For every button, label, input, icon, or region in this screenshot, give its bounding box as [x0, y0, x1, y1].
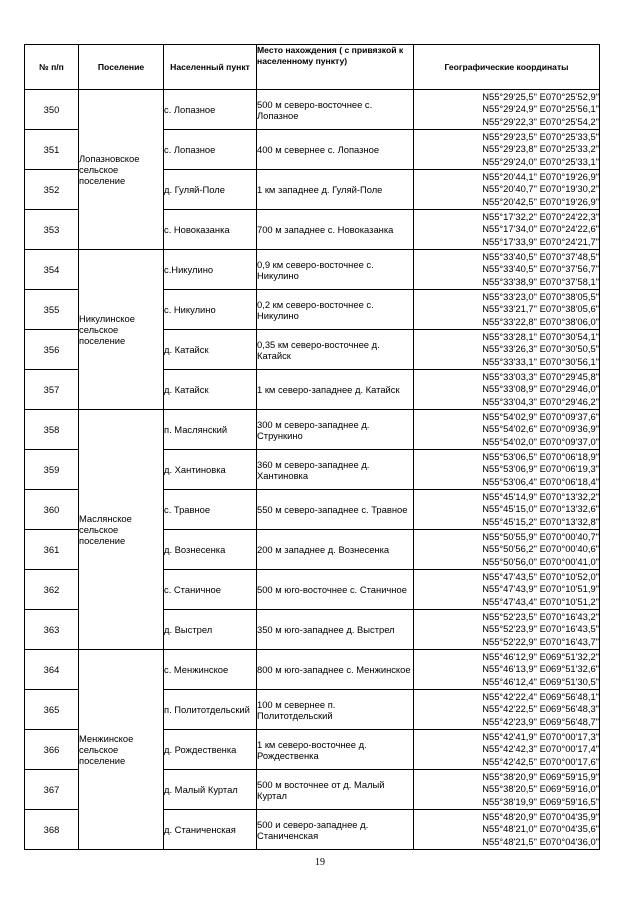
row-number: 360: [25, 490, 79, 530]
coordinate-line: N55°29'23,5" E070°25'33,5": [482, 131, 599, 143]
table-row: [25, 650, 600, 690]
location-cell: 550 м северо-западнее с. Травное: [257, 490, 414, 530]
row-number: 350: [25, 90, 79, 130]
place-cell: с. Станичное: [164, 570, 257, 610]
coordinate-line: N55°20'40,7" E070°19'30,2": [482, 183, 599, 195]
header-coords: Географические координаты: [414, 45, 600, 90]
coordinate-line: N55°53'06,4" E070°06'18,4": [482, 475, 599, 487]
coordinates-cell: [414, 330, 600, 370]
place-cell: д. Вознесенка: [164, 530, 257, 570]
coordinate-line: N55°33'40,5" E070°37'56,7": [482, 263, 599, 275]
coordinate-line: N55°29'24,0" E070°25'33,1": [482, 155, 599, 167]
coordinate-line: N55°33'38,9" E070°37'58,1": [482, 275, 599, 287]
place-cell: с. Лопазное: [164, 130, 257, 170]
row-number: 361: [25, 530, 79, 570]
coordinate-line: N55°17'33,9" E070°24'21,7": [482, 235, 599, 247]
row-number: 355: [25, 290, 79, 330]
coordinate-line: N55°42'42,3" E070°00'17,4": [482, 743, 599, 755]
coordinate-line: N55°29'22,3" E070°25'54,2": [482, 115, 599, 127]
table-row: [25, 90, 600, 130]
location-cell: 400 м севернее с. Лопазное: [257, 130, 414, 170]
coordinates-cell: [414, 770, 600, 810]
place-cell: д. Малый Куртал: [164, 770, 257, 810]
coordinate-line: N55°54'02,0" E070°09'37,0": [482, 435, 599, 447]
location-cell: 500 м северо-восточнее с. Лопазное: [257, 90, 414, 130]
coordinates-cell: [414, 650, 600, 690]
settlement-cell: Лопазновское сельское поселение: [79, 90, 164, 250]
location-cell: 0,35 км северо-восточнее д. Катайск: [257, 330, 414, 370]
coordinate-line: N55°52'23,5" E070°16'43,2": [482, 611, 599, 623]
header-num: № п/п: [25, 45, 79, 90]
coordinate-line: N55°29'25,5" E070°25'52,9": [482, 91, 599, 103]
place-cell: п. Маслянский: [164, 410, 257, 450]
header-settlement: Поселение: [79, 45, 164, 90]
coordinate-line: N55°53'06,5" E070°06'18,9": [482, 451, 599, 463]
coordinate-line: N55°50'56,0" E070°00'41,0": [482, 555, 599, 567]
place-cell: с.Никулино: [164, 250, 257, 290]
place-cell: д. Рождественка: [164, 730, 257, 770]
coordinates-cell: [414, 170, 600, 210]
place-cell: д. Хантиновка: [164, 450, 257, 490]
coordinate-line: N55°33'21,7" E070°38'05,6": [482, 303, 599, 315]
row-number: 359: [25, 450, 79, 490]
coordinate-line: N55°46'12,4" E069°51'30,5": [482, 675, 599, 687]
coordinates-cell: [414, 610, 600, 650]
row-number: 365: [25, 690, 79, 730]
row-number: 364: [25, 650, 79, 690]
coordinate-line: N55°54'02,6" E070°09'36,9": [482, 423, 599, 435]
location-cell: 0,9 км северо-восточнее с. Никулино: [257, 250, 414, 290]
settlement-cell: Никулинское сельское поселение: [79, 250, 164, 410]
place-cell: д. Катайск: [164, 370, 257, 410]
coordinate-line: N55°38'19,9" E069°59'16,5": [482, 795, 599, 807]
location-cell: 800 м юго-западнее с. Менжинское: [257, 650, 414, 690]
coordinates-table: [24, 44, 600, 850]
location-cell: 200 м западнее д. Вознесенка: [257, 530, 414, 570]
coordinates-cell: [414, 370, 600, 410]
table-row: [25, 250, 600, 290]
coordinates-cell: [414, 810, 600, 850]
place-cell: д. Станиченская: [164, 810, 257, 850]
row-number: 358: [25, 410, 79, 450]
place-cell: д. Гуляй-Поле: [164, 170, 257, 210]
coordinate-line: N55°45'15,2" E070°13'32,8": [482, 515, 599, 527]
coordinate-line: N55°33'22,8" E070°38'06,0": [482, 315, 599, 327]
header-place: Населенный пункт: [164, 45, 257, 90]
settlement-cell: Менжинское сельское поселение: [79, 650, 164, 850]
coordinate-line: N55°48'21,5" E070°04'36,0": [482, 835, 599, 847]
coordinate-line: N55°42'42,5" E070°00'17,6": [482, 755, 599, 767]
coordinates-cell: [414, 250, 600, 290]
location-cell: 100 м севернее п. Политотдельский: [257, 690, 414, 730]
coordinate-line: N55°48'20,9" E070°04'35,9": [482, 811, 599, 823]
coordinate-line: N55°52'23,9" E070°16'43,5": [482, 623, 599, 635]
coordinates-cell: [414, 530, 600, 570]
coordinate-line: N55°33'26,3" E070°30'50,5": [482, 343, 599, 355]
coordinate-line: N55°42'41,9" E070°00'17,3": [482, 731, 599, 743]
place-cell: с. Лопазное: [164, 90, 257, 130]
coordinate-line: N55°38'20,9" E069°59'15,9": [482, 771, 599, 783]
coordinate-line: N55°47'43,4" E070°10'51,2": [482, 595, 599, 607]
coordinate-line: N55°33'23,0" E070°38'05,5": [482, 291, 599, 303]
coordinate-line: N55°48'21,0" E070°04'35,6": [482, 823, 599, 835]
location-cell: 500 м юго-восточнее с. Станичное: [257, 570, 414, 610]
coordinate-line: N55°38'20,5" E069°59'16,0": [482, 783, 599, 795]
coordinates-cell: [414, 410, 600, 450]
coordinate-line: N55°53'06,9" E070°06'19,3": [482, 463, 599, 475]
coordinates-cell: [414, 210, 600, 250]
place-cell: д. Катайск: [164, 330, 257, 370]
place-cell: с. Новоказанка: [164, 210, 257, 250]
row-number: 353: [25, 210, 79, 250]
location-cell: 1 км северо-восточнее д. Рождественка: [257, 730, 414, 770]
table-body: [25, 90, 600, 850]
page-number: 19: [315, 857, 325, 868]
coordinate-line: N55°47'43,5" E070°10'52,0": [482, 571, 599, 583]
coordinate-line: N55°33'33,1" E070°30'56,1": [482, 355, 599, 367]
location-cell: 350 м юго-западнее д. Выстрел: [257, 610, 414, 650]
coordinate-line: N55°42'23,9" E069°56'48,7": [482, 715, 599, 727]
location-cell: 500 м восточнее от д. Малый Куртал: [257, 770, 414, 810]
coordinate-line: N55°54'02,9" E070°09'37,6": [482, 411, 599, 423]
coordinates-cell: [414, 570, 600, 610]
coordinates-cell: [414, 730, 600, 770]
coordinate-line: N55°42'22,5" E069°56'48,3": [482, 703, 599, 715]
row-number: 368: [25, 810, 79, 850]
header-location: Место нахождения ( с привязкой к населенному пункту): [257, 45, 414, 90]
location-cell: 0,2 км северо-восточнее с. Никулино: [257, 290, 414, 330]
coordinates-cell: [414, 130, 600, 170]
coordinate-line: N55°45'14,9" E070°13'32,2": [482, 491, 599, 503]
row-number: 357: [25, 370, 79, 410]
coordinates-cell: [414, 490, 600, 530]
row-number: 363: [25, 610, 79, 650]
coordinates-cell: [414, 90, 600, 130]
coordinate-line: N55°33'28,1" E070°30'54,1": [482, 331, 599, 343]
header-row: [25, 45, 600, 90]
row-number: 351: [25, 130, 79, 170]
coordinate-line: N55°33'40,5" E070°37'48,5": [482, 251, 599, 263]
location-cell: 1 км северо-западнее д. Катайск: [257, 370, 414, 410]
coordinate-line: N55°47'43,9" E070°10'51,9": [482, 583, 599, 595]
coordinate-line: N55°33'04,3" E070°29'46,2": [482, 395, 599, 407]
location-cell: 500 и северо-западнее д. Станиченская: [257, 810, 414, 850]
coordinate-line: N55°45'15,0" E070°13'32,6": [482, 503, 599, 515]
coordinates-cell: [414, 450, 600, 490]
row-number: 352: [25, 170, 79, 210]
coordinate-line: N55°52'22,9" E070°16'43,7": [482, 635, 599, 647]
coordinate-line: N55°33'03,3" E070°29'45,8": [482, 371, 599, 383]
coordinate-line: N55°29'23,8" E070°25'33,2": [482, 143, 599, 155]
place-cell: п. Политотдельский: [164, 690, 257, 730]
coordinate-line: N55°46'12,9" E069°51'32,2": [482, 651, 599, 663]
settlement-cell: Маслянское сельское поселение: [79, 410, 164, 650]
row-number: 366: [25, 730, 79, 770]
row-number: 354: [25, 250, 79, 290]
coordinate-line: N55°46'13,9" E069°51'32,6": [482, 663, 599, 675]
location-cell: 700 м западнее с. Новоказанка: [257, 210, 414, 250]
place-cell: с. Менжинское: [164, 650, 257, 690]
row-number: 356: [25, 330, 79, 370]
coordinate-line: N55°17'32,2" E070°24'22,3": [482, 211, 599, 223]
coordinate-line: N55°20'42,5" E070°19'26,9": [482, 195, 599, 207]
place-cell: с. Травное: [164, 490, 257, 530]
coordinates-cell: [414, 690, 600, 730]
coordinates-cell: [414, 290, 600, 330]
location-cell: 300 м северо-западнее д. Стрункино: [257, 410, 414, 450]
table-row: [25, 410, 600, 450]
location-cell: 360 м северо-западнее д. Хантиновка: [257, 450, 414, 490]
coordinate-line: N55°29'24,9" E070°25'56,1": [482, 103, 599, 115]
place-cell: с. Никулино: [164, 290, 257, 330]
coordinate-line: N55°33'08,9" E070°29'46,0": [482, 383, 599, 395]
row-number: 367: [25, 770, 79, 810]
place-cell: д. Выстрел: [164, 610, 257, 650]
coordinate-line: N55°17'34,0" E070°24'22,6": [482, 223, 599, 235]
coordinate-line: N55°42'22,4" E069°56'48,1": [482, 691, 599, 703]
row-number: 362: [25, 570, 79, 610]
coordinate-line: N55°20'44,1" E070°19'26,9": [482, 171, 599, 183]
location-cell: 1 км западнее д. Гуляй-Поле: [257, 170, 414, 210]
coordinate-line: N55°50'55,9" E070°00'40,7": [482, 531, 599, 543]
coordinate-line: N55°50'56,2" E070°00'40,6": [482, 543, 599, 555]
